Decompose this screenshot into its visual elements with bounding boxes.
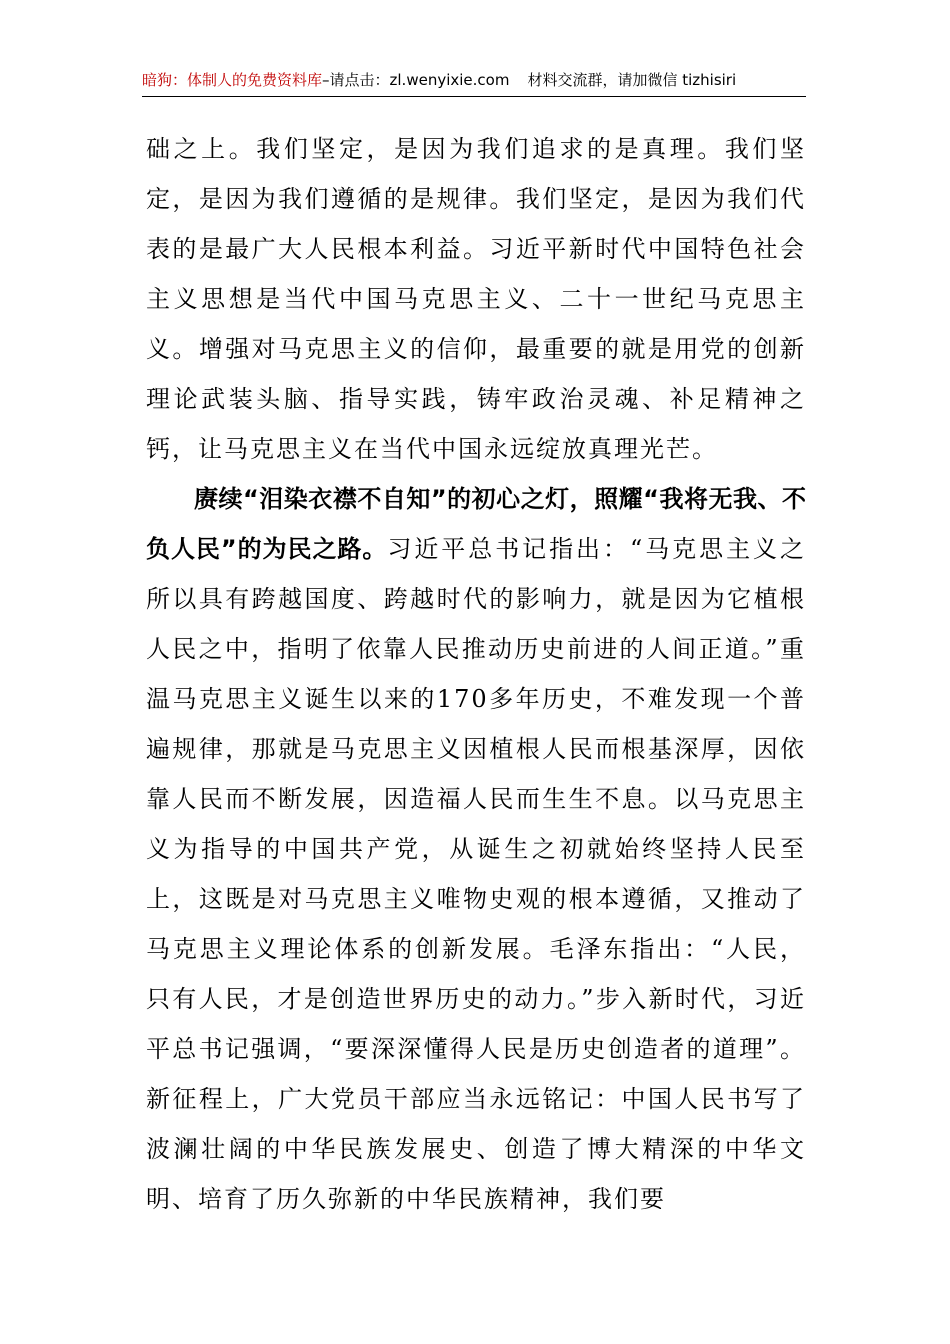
paragraph-continued: 础之上。我们坚定，是因为我们追求的是真理。我们坚定，是因为我们遵循的是规律。我们坚定，是因为我们代表的是最广大人民根本利益。习近平新时代中国特色社会主义思想是当代中国马克思主义、二十一世纪马克思主义。增强对马克思主义的信仰，最重要的就是用党的创新理论武装头脑、指导实践，铸牢政治灵魂、补足精神之钙，让马克思主义在当代中国永远绽放真理光芒。 <box>146 135 806 463</box>
site-label: 暗狗：体制人的免费资料库 <box>142 71 323 89</box>
wechat-note: 材料交流群，请加微信 tizhisiri <box>527 71 737 89</box>
page-header <box>142 66 806 97</box>
paragraph-lead-heading: 赓续“泪染衣襟不自知”的初心之灯，照耀“我将无我、不负人民”的为民之路。 <box>146 485 806 563</box>
paragraph <box>146 474 806 1224</box>
site-link[interactable]: –请点击：zl.wenyixie.com <box>322 71 510 89</box>
document-body <box>146 124 806 1224</box>
paragraph-text: 习近平总书记指出：“马克思主义之所以具有跨越国度、跨越时代的影响力，就是因为它植根人民之中，指明了依靠人民推动历史前进的人间正道。”重温马克思主义诞生以来的170多年历史，不难发现一个普遍规律，那就是马克思主义因植根人民而根基深厚，因依靠人民而不断发展，因造福人民而生生不息。以马克思主义为指导的中国共产党，从诞生之初就始终坚持人民至上，这既是对马克思主义唯物史观的根本遵循，又推动了马克思主义理论体系的创新发展。毛泽东指出：“人民，只有人民，才是创造世界历史的动力。”步入新时代，习近平总书记强调，“要深深懂得人民是历史创造者的道理”。新征程上，广大党员干部应当永远铭记：中国人民书写了波澜壮阔的中华民族发展史、创造了博大精深的中华文明、培育了历久弥新的中华民族精神，我们要 <box>146 535 806 1213</box>
